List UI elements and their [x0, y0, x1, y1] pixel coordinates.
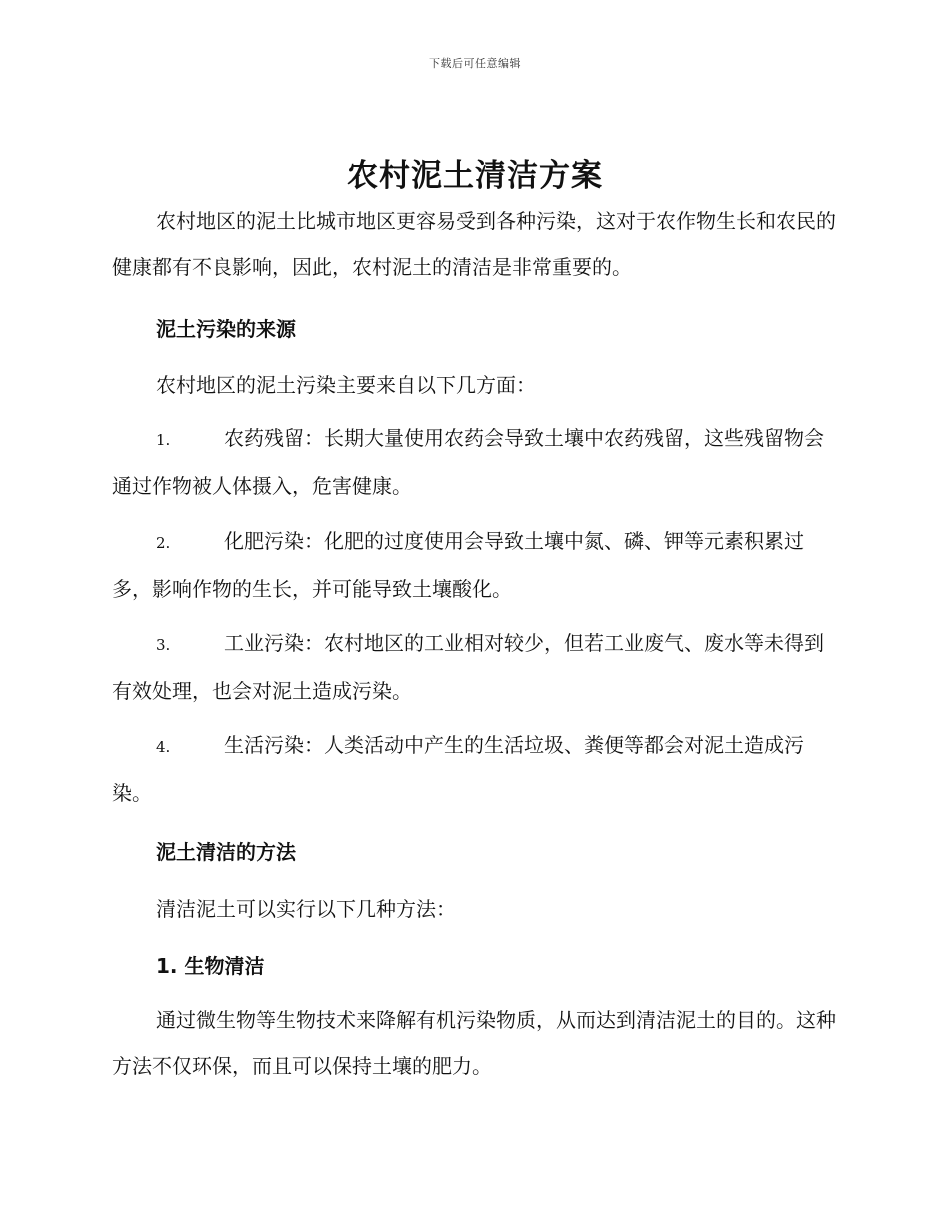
list-item-number: 1.: [156, 431, 171, 449]
list-item-text: 工业污染：农村地区的工业相对较少，但若工业废气、废水等未得到有效处理，也会对泥土造成污染。: [112, 631, 824, 703]
intro-paragraph: 农村地区的泥土比城市地区更容易受到各种污染，这对于农作物生长和农民的健康都有不良影响，因此，农村泥土的清洁是非常重要的。: [112, 209, 836, 279]
section-lead-pollution-sources: 农村地区的泥土污染主要来自以下几方面：: [156, 373, 536, 397]
subsection-paragraph-biological-cleaning: 通过微生物等生物技术来降解有机污染物质，从而达到清洁泥土的目的。这种方法不仅环保，而且可以保持土壤的肥力。: [112, 1008, 836, 1078]
list-item-text: 化肥污染：化肥的过度使用会导致土壤中氮、磷、钾等元素积累过多，影响作物的生长，并可能导致土壤酸化。: [112, 529, 804, 601]
list-item-text: 农药残留：长期大量使用农药会导致土壤中农药残留，这些残留物会通过作物被人体摄入，危害健康。: [112, 426, 824, 498]
header-note: 下载后可任意编辑: [429, 57, 521, 70]
list-item: [112, 722, 838, 816]
list-item: [112, 620, 838, 714]
section-heading-cleaning-methods: 泥土清洁的方法: [156, 840, 296, 864]
list-item: [112, 415, 838, 509]
list-item-number: 3.: [156, 636, 171, 654]
list-item: [112, 518, 838, 612]
subsection-heading-biological-cleaning: 1. 生物清洁: [156, 954, 265, 978]
list-item-text: 生活污染：人类活动中产生的生活垃圾、粪便等都会对泥土造成污染。: [112, 733, 804, 805]
section-heading-pollution-sources: 泥土污染的来源: [156, 317, 296, 341]
section-lead-cleaning-methods: 清洁泥土可以实行以下几种方法：: [156, 897, 456, 921]
list-item-number: 2.: [156, 534, 171, 552]
document-title: 农村泥土清洁方案: [347, 158, 603, 194]
list-item-number: 4.: [156, 738, 171, 756]
